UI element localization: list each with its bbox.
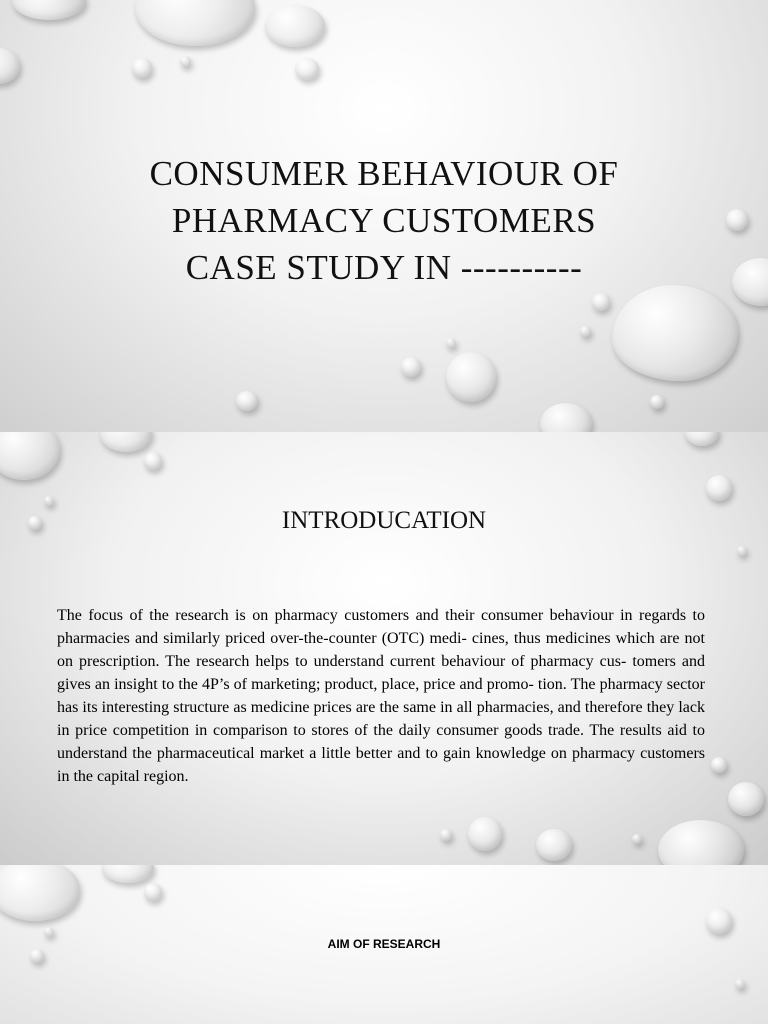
introduction-slide <box>0 432 768 865</box>
water-drop-decoration <box>44 927 54 937</box>
water-drop-decoration <box>236 391 258 411</box>
water-drop-decoration <box>658 820 744 865</box>
water-drop-decoration <box>446 352 496 402</box>
water-drop-decoration <box>132 58 152 78</box>
water-drop-decoration <box>180 56 191 67</box>
aim-slide <box>0 865 768 1024</box>
water-drop-decoration <box>735 979 745 989</box>
section-heading: AIM OF RESEARCH <box>327 937 441 951</box>
water-drop-decoration <box>706 475 732 501</box>
water-drop-decoration <box>100 432 152 452</box>
water-drop-decoration <box>728 782 764 816</box>
title-line: PHARMACY CUSTOMERS <box>171 201 597 240</box>
title-line: CONSUMER BEHAVIOUR OF <box>149 154 619 193</box>
water-drop-decoration <box>632 834 642 844</box>
water-drop-decoration <box>685 432 719 446</box>
water-drop-decoration <box>0 48 20 84</box>
introduction-paragraph: The focus of the research is on pharmacy customers and their consumer behaviour in regards to pharmacies and similarly priced over-the-counter (OTC) medi- cines, thus medicines which are not on prescription. The research helps to understand current behaviour of pharmacy cus- tomers and gives an insight to the 4P’s of marketing; product, place, price and promo- tion. The pharmacy sector has its interesting structure as medicine prices are the same in all pharmacies, and therefore they lack in price competition in comparison to stores of the daily consumer goods trade. The results aid to understand the pharmaceutical market a little better and to gain knowledge on pharmacy customers in the capital region. <box>57 607 705 785</box>
water-drop-decoration <box>592 293 610 311</box>
section-heading: INTRODUCATION <box>281 507 487 534</box>
water-drop-decoration <box>144 452 162 470</box>
water-drop-decoration <box>12 0 86 20</box>
water-drop-decoration <box>612 285 738 381</box>
water-drop-decoration <box>650 395 664 409</box>
water-drop-decoration <box>135 0 255 46</box>
water-drop-decoration <box>0 432 60 480</box>
water-drop-decoration <box>446 338 456 348</box>
water-drop-decoration <box>468 817 502 851</box>
water-drop-decoration <box>726 209 748 231</box>
presentation-title <box>84 150 684 291</box>
water-drop-decoration <box>144 883 162 901</box>
water-drop-decoration <box>401 357 421 377</box>
water-drop-decoration <box>102 865 154 883</box>
water-drop-decoration <box>711 757 727 773</box>
water-drop-decoration <box>536 829 572 861</box>
water-drop-decoration <box>732 258 768 306</box>
title-slide <box>0 0 768 432</box>
water-drop-decoration <box>440 829 452 841</box>
water-drop-decoration <box>44 496 54 506</box>
water-drop-decoration <box>295 58 319 80</box>
water-drop-decoration <box>540 403 592 432</box>
water-drop-decoration <box>706 908 732 934</box>
title-line: CASE STUDY IN ---------- <box>185 248 583 287</box>
water-drop-decoration <box>30 949 44 963</box>
water-drop-decoration <box>580 326 591 337</box>
water-drop-decoration <box>265 5 325 47</box>
water-drop-decoration <box>0 865 80 921</box>
water-drop-decoration <box>737 546 747 556</box>
